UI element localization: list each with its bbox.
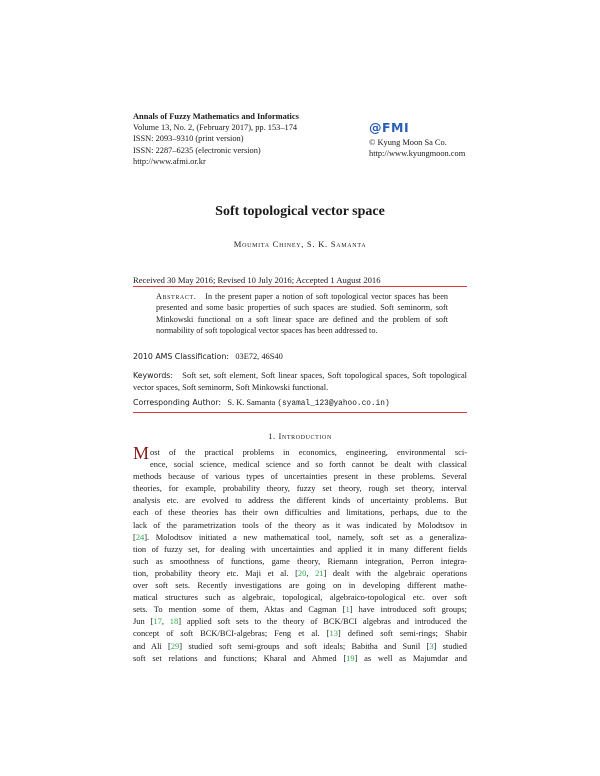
intro-line: lack of the parametrization tools of the theory as it was indicated by Molodtsov in: [133, 519, 467, 530]
keywords-label: Keywords:: [133, 371, 173, 380]
received-dates: Received 30 May 2016; Revised 10 July 2016; Accepted 1 August 2016: [133, 275, 381, 285]
citation-link[interactable]: 17: [153, 616, 162, 627]
intro-line: over soft sets. Recently investigations are going on in developing different mathe-: [133, 580, 467, 591]
intro-line: ence, social science, medical science and so forth cannot be dealt with classical: [150, 459, 467, 470]
intro-line: analysis etc. are evolved to address the different kinds of uncertainty problems. But: [133, 495, 467, 506]
abstract-label: Abstract.: [156, 292, 197, 301]
issn-electronic: ISSN: 2287–6235 (electronic version): [133, 145, 261, 155]
journal-url[interactable]: http://www.afmi.or.kr: [133, 156, 206, 166]
citation-link[interactable]: 19: [346, 652, 355, 663]
intro-line: methods because of various types of uncertainties present in these problems. Several: [133, 471, 467, 482]
citation-link[interactable]: 1: [345, 604, 350, 615]
citation-link[interactable]: 29: [170, 640, 180, 651]
intro-line: ost of the practical problems in economics, engineering, environmental sci-: [150, 447, 467, 457]
corresponding-label: Corresponding Author:: [133, 398, 222, 407]
intro-line: sets. To mention some of them, Aktas and Cagman [1] have introduced soft groups;: [133, 604, 467, 615]
paper-authors: Moumita Chiney, S. K. Samanta: [233, 239, 367, 249]
intro-line: Jun [17, 18] applied soft sets to the theory of BCK/BCI algebras and introduced the: [133, 616, 467, 627]
intro-line: tion, probability theory etc. Maji et al. [20, 21] dealt with the algebraic operations: [133, 567, 467, 578]
citation-link[interactable]: 21: [315, 567, 324, 578]
intro-line: [24]. Molodtsov initiated a new mathematical tool, namely, soft set as a generaliza-: [133, 531, 467, 542]
paper-title: Soft topological vector space: [215, 204, 385, 219]
ams-value: 03E72, 46S40: [235, 352, 283, 361]
journal-name: Annals of Fuzzy Mathematics and Informatics: [133, 112, 299, 121]
corresponding-email[interactable]: (syamal_123@yahoo.co.in): [277, 400, 390, 408]
top-divider: [133, 286, 467, 287]
keywords-value: Soft set, soft element, Soft linear spaces, Soft topological spaces, Soft topological vector spaces, Soft seminorm, Soft Minkowski functional.: [133, 371, 468, 392]
intro-line: and Ali [29] studied soft semi-groups and soft ideals; Babitha and Sunil [3] studied: [133, 640, 467, 651]
citation-link[interactable]: 20: [297, 567, 307, 578]
bottom-divider: [133, 412, 467, 413]
journal-header: [133, 111, 299, 167]
drop-cap: M: [133, 443, 150, 463]
ams-label: 2010 AMS Classification:: [133, 352, 230, 361]
intro-line: theories, for example, probability theory, fuzzy set theory, rough set theory, interval: [133, 483, 467, 494]
intro-line: soft set relations and functions; Kharal and Ahmed [19] as well as Majumdar and: [133, 652, 467, 663]
citation-link[interactable]: 13: [329, 628, 338, 639]
issn-print: ISSN: 2093–9310 (print version): [133, 134, 244, 144]
citation-link[interactable]: 24: [135, 531, 145, 542]
intro-line: such as smoothness of functions, game theory, Riemann integration, Perron integra-: [133, 555, 467, 566]
fmi-logo: @FMI: [369, 120, 410, 135]
intro-line: each of these theories has their own difficulties and limitations, perhaps, due to the: [133, 507, 467, 518]
abstract-text: In the present paper a notion of soft topological vector spaces has been presented and some basic properties of such spaces are studied. Soft seminorm, soft Minkowski functional on a soft linear space are defined and the problem of soft normability of soft topological vector spaces has been addressed to.: [156, 292, 448, 336]
section-heading: 1. Introduction: [268, 431, 332, 441]
corresponding-name: S. K. Samanta: [227, 398, 276, 407]
publisher-url[interactable]: http://www.kyungmoon.com: [369, 149, 466, 159]
publisher-info: [369, 137, 465, 159]
intro-paragraph: [133, 443, 467, 664]
corresponding-author: [133, 398, 390, 408]
citation-link[interactable]: 18: [169, 616, 179, 627]
keywords: [133, 370, 467, 394]
intro-line: matical structures such as algebraic, topological, algebraico-topological etc. over soft: [133, 592, 467, 603]
intro-line: tion of fuzzy set, for dealing with uncertainties and applied it in many different fields: [133, 543, 467, 554]
journal-volume: Volume 13, No. 2, (February 2017), pp. 153–174: [133, 123, 298, 133]
ams-classification: [133, 352, 283, 361]
citation-link[interactable]: 3: [429, 640, 434, 651]
abstract: [156, 291, 448, 337]
intro-line: concept of soft BCK/BCI-algebras; Feng et al. [13] defined soft semi-rings; Shabir: [133, 628, 467, 639]
copyright: © Kyung Moon Sa Co.: [369, 138, 447, 147]
